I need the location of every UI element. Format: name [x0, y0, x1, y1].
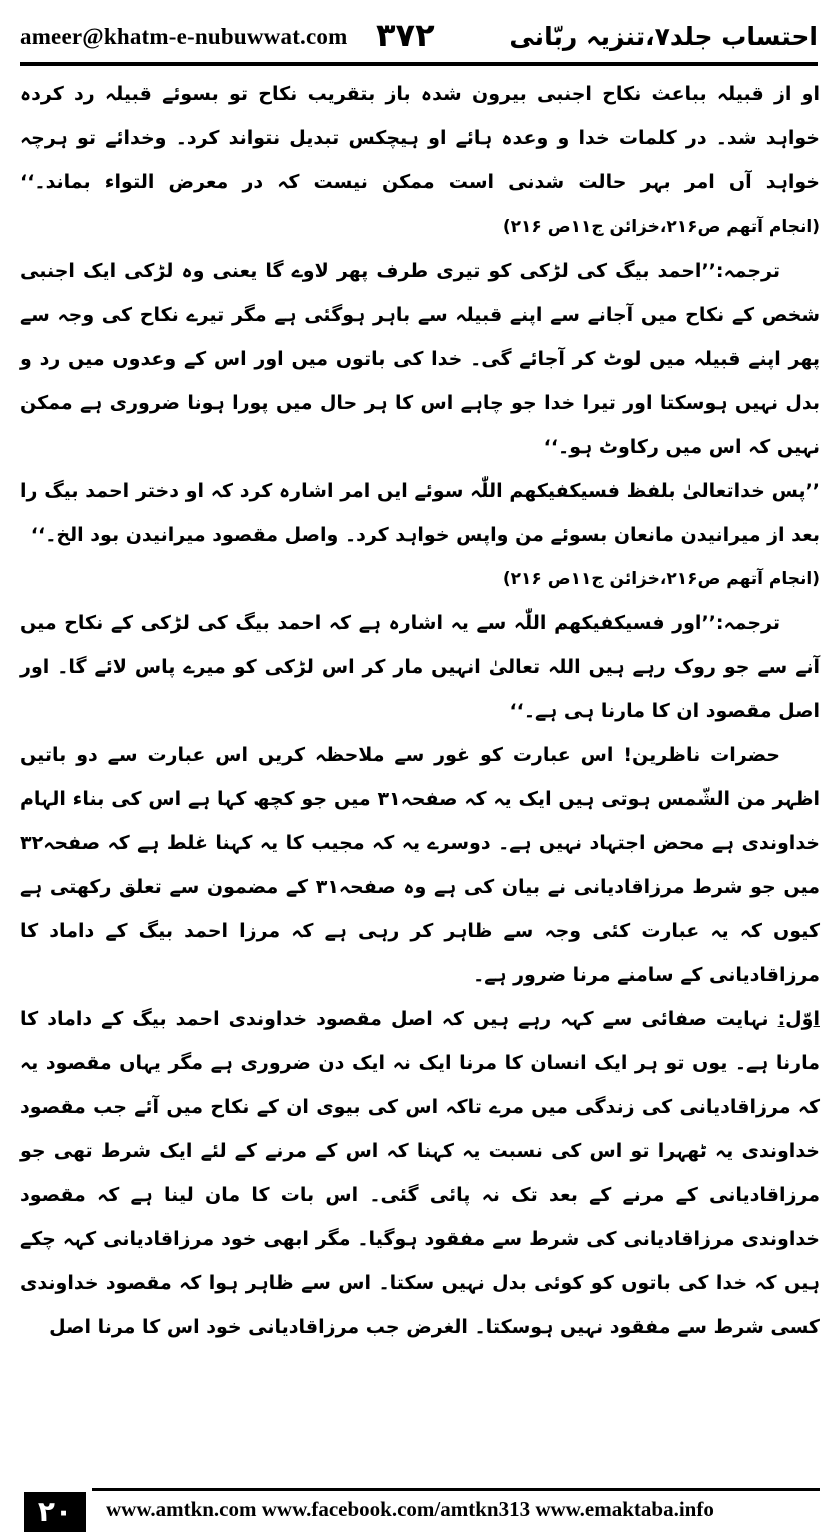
page-body — [20, 72, 820, 1472]
translation-1: ترجمہ:’’احمد بیگ کی لڑکی کو تیری طرف پھر لاوے گا یعنی وہ لڑکی ایک اجنبی شخص کے نکاح میں آجانے سے اپنے قبیلہ سے باہر ہوگئی ہے مگر تیرے نکاح کی وجہ سے پھر اپنے قبیلہ میں لوٹ کر آجائے گی۔ خدا کی باتوں میں اور اس کے وعدوں میں رد و بدل نہیں ہوسکتا اور تیرا خدا جو چاہے اس کا ہر حال میں پورا ہونا ضروری ہے ممکن نہیں کہ اس میں رکاوٹ ہو۔‘‘ — [20, 260, 820, 458]
persian-quote-2: ’’پس خداتعالیٰ بلفظ فسیکفیکھم اللّٰہ سوئے ایں امر اشارہ کرد کہ او دختر احمد بیگ را بعد از میرانیدن مانعان بسوئے من واپس خواہد کرد۔ واصل مقصود میرانیدن بود الخ۔‘‘ — [20, 480, 820, 546]
reference-2: (انجام آتھم ص۲۱۶،خزائن ج۱۱ص ۲۱۶) — [502, 569, 820, 589]
paragraph-1: حضرات ناظرین! اس عبارت کو غور سے ملاحظہ کریں اس عبارت سے دو باتیں اظہر من الشّمس ہوتی ہیں ایک یہ کہ صفحہ۳۱ میں جو کچھ کہا ہے اس کی بناء الہام خداوندی ہے محض اجتہاد نہیں ہے۔ دوسرے یہ کہ مجیب کا یہ کہنا غلط ہے کہ صفحہ۳۲ میں جو شرط مرزاقادیانی نے بیان کی ہے وہ صفحہ۳۱ کے مضمون سے تعلق رکھتی ہے کیوں کہ یہ عبارت کئی وجہ سے ظاہر کر رہی ہے کہ مرزا احمد بیگ کے داماد کا مرزاقادیانی کے سامنے مرنا ضرور ہے۔ — [20, 744, 820, 986]
persian-quote-1-text: او از قبیلہ بباعث نکاح اجنبی بیرون شدہ باز بتقریب نکاح تو بسوئے قبیلہ رد کردہ خواہد شد۔ در کلمات خدا و وعدہ ہائے او ہیچکس تبدیل نتواند کرد۔ وخدائے تو ہرچہ خواہد آں امر بہر حالت شدنی است ممکن نیست کہ در معرض التواء بماند۔‘‘ — [20, 83, 820, 193]
persian-quote-1 — [20, 72, 820, 249]
footer-page-number: ۲۰ — [24, 1492, 86, 1532]
header-divider — [20, 62, 818, 66]
header-book-title: احتساب جلد۷،تنزیہ ربّانی — [509, 22, 818, 51]
footer-divider — [92, 1488, 820, 1491]
header-email: ameer@khatm-e-nubuwwat.com — [20, 24, 348, 49]
point-label-first: اوّل: — [777, 1008, 820, 1030]
paragraph-2 — [20, 997, 820, 1349]
header-page-number: ۳۷۲ — [376, 16, 435, 54]
translation-2: ترجمہ:’’اور فسیکفیکھم اللّٰہ سے یہ اشارہ ہے کہ احمد بیگ کی لڑکی کے نکاح میں آنے سے جو روک رہے ہیں اللہ تعالیٰ انہیں مار کر اس لڑکی کو میرے پاس لائے گا۔ اور اصل مقصود ان کا مارنا ہی ہے۔‘‘ — [20, 612, 820, 722]
footer-links: www.amtkn.com www.facebook.com/amtkn313 www.emaktaba.info — [106, 1497, 714, 1521]
reference-1: (انجام آتھم ص۲۱۶،خزائن ج۱۱ص ۲۱۶) — [502, 217, 820, 237]
page-header — [20, 14, 818, 62]
paragraph-2-text: نہایت صفائی سے کہہ رہے ہیں کہ اصل مقصود خداوندی احمد بیگ کے داماد کا مارنا ہے۔ یوں تو ہر ایک انسان کا مرنا ایک نہ ایک دن ضروری ہے مگر یہاں مقصود یہ کہ مرزاقادیانی کی زندگی میں مرے تاکہ اس کی بیوی ان کے نکاح میں آئے جب مقصود خداوندی یہ ٹھہرا تو اس کی نسبت یہ کہنا کہ اس کے مرنے کے لئے ایک شرط تھی جو مرزاقادیانی کے مرنے کے بعد تک نہ پائی گئی۔ اس بات کا مان لینا ہے کہ مقصود خداوندی مرزاقادیانی کی شرط سے مفقود ہوگیا۔ مگر ابھی خود مرزاقادیانی کہہ چکے ہیں کہ خدا کی باتوں کو کوئی بدل نہیں سکتا۔ اس سے ظاہر ہوا کہ مقصود خداوندی کسی شرط سے مفقود نہیں ہوسکتا۔ الغرض جب مرزاقادیانی خود اس کا مرنا اصل — [20, 1008, 820, 1338]
